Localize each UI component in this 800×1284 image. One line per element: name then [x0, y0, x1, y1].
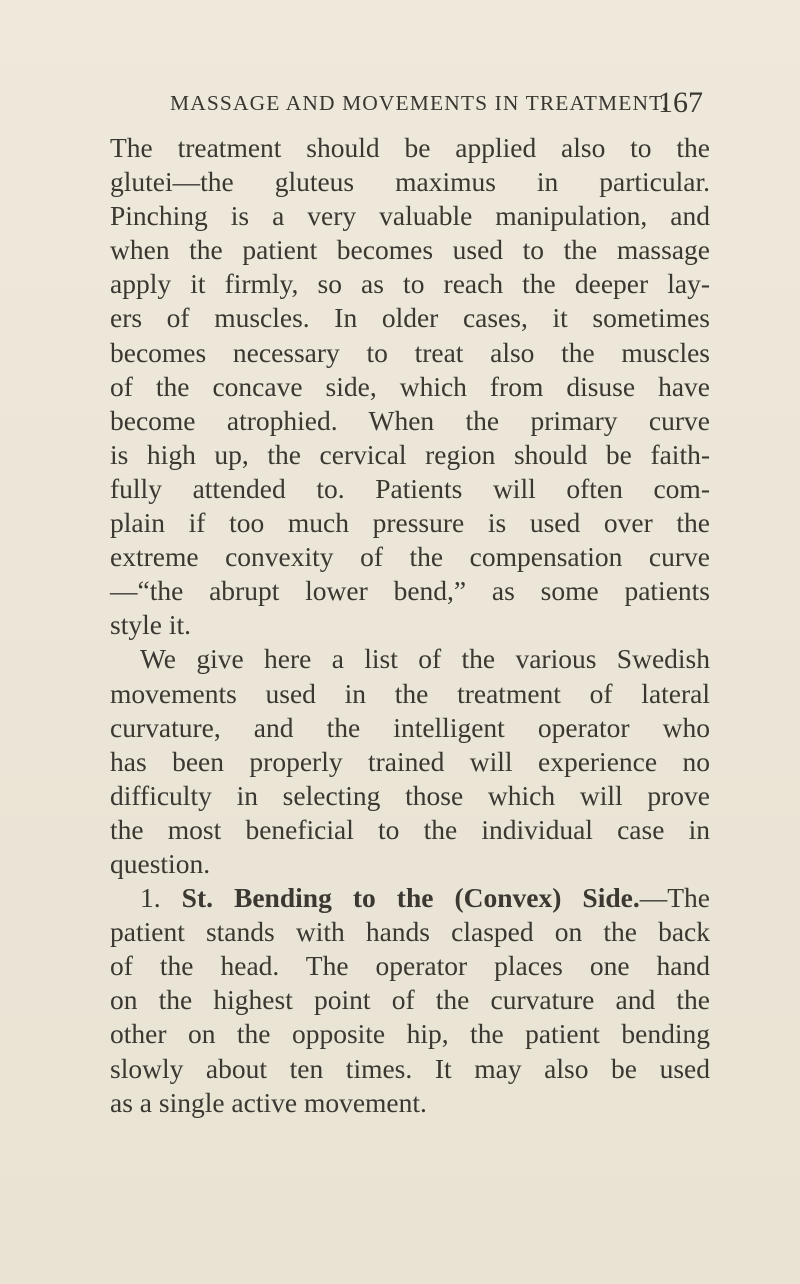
text-line: slowly about ten times. It may also be used	[110, 1052, 710, 1084]
text-line: becomes necessary to treat also the muscles	[110, 336, 710, 368]
text-line: fully attended to. Patients will often com-	[110, 472, 710, 504]
text-line: apply it firmly, so as to reach the deeper lay-	[110, 268, 710, 300]
text-line: plain if too much pressure is used over the	[110, 507, 710, 539]
text-line: ers of muscles. In older cases, it sometimes	[110, 302, 710, 334]
text-line: is high up, the cervical region should be faith-	[110, 438, 710, 470]
text-line: glutei—the gluteus maximus in particular.	[110, 166, 710, 198]
text-line: of the concave side, which from disuse have	[110, 370, 710, 402]
text-line: movements used in the treatment of lateral	[110, 677, 710, 709]
text-line: style it.	[110, 609, 191, 641]
text-line: other on the opposite hip, the patient bending	[110, 1018, 710, 1050]
text-line: The treatment should be applied also to the	[110, 132, 710, 163]
text-line: when the patient becomes used to the massage	[110, 234, 710, 266]
text-line: difficulty in selecting those which will prove	[110, 779, 710, 811]
paragraph-1	[110, 131, 710, 642]
text-line: curvature, and the intelligent operator who	[110, 711, 710, 743]
text-run: —The	[639, 882, 711, 914]
text-line: as a single active movement.	[110, 1086, 427, 1118]
text-line: We give here a list of the various Swedish	[140, 643, 710, 675]
text-line: has been properly trained will experience no	[110, 745, 710, 777]
body-text	[110, 131, 710, 1120]
running-title: MASSAGE AND MOVEMENTS IN TREATMENT.	[170, 91, 669, 115]
text-line: on the highest point of the curvature and the	[110, 984, 710, 1016]
text-line: Pinching is a very valuable manipulation, and	[110, 200, 710, 232]
text-line: question.	[110, 847, 211, 879]
paragraph-2	[110, 642, 710, 881]
text-line: —“the abrupt lower bend,” as some patients	[110, 575, 710, 607]
text-line: the most beneficial to the individual case in	[110, 813, 710, 845]
list-number: 1.	[140, 882, 161, 914]
page-number: 167	[658, 86, 703, 119]
text-line: become atrophied. When the primary curve	[110, 404, 710, 436]
text-line: of the head. The operator places one hand	[110, 950, 710, 982]
list-item-heading: St. Bending to the (Convex) Side.	[181, 882, 640, 914]
text-line: extreme convexity of the compensation curve	[110, 541, 710, 573]
list-item-1	[110, 881, 710, 1120]
text-line: patient stands with hands clasped on the back	[110, 916, 710, 948]
list-item-heading-line	[110, 881, 710, 915]
running-head	[170, 88, 715, 122]
